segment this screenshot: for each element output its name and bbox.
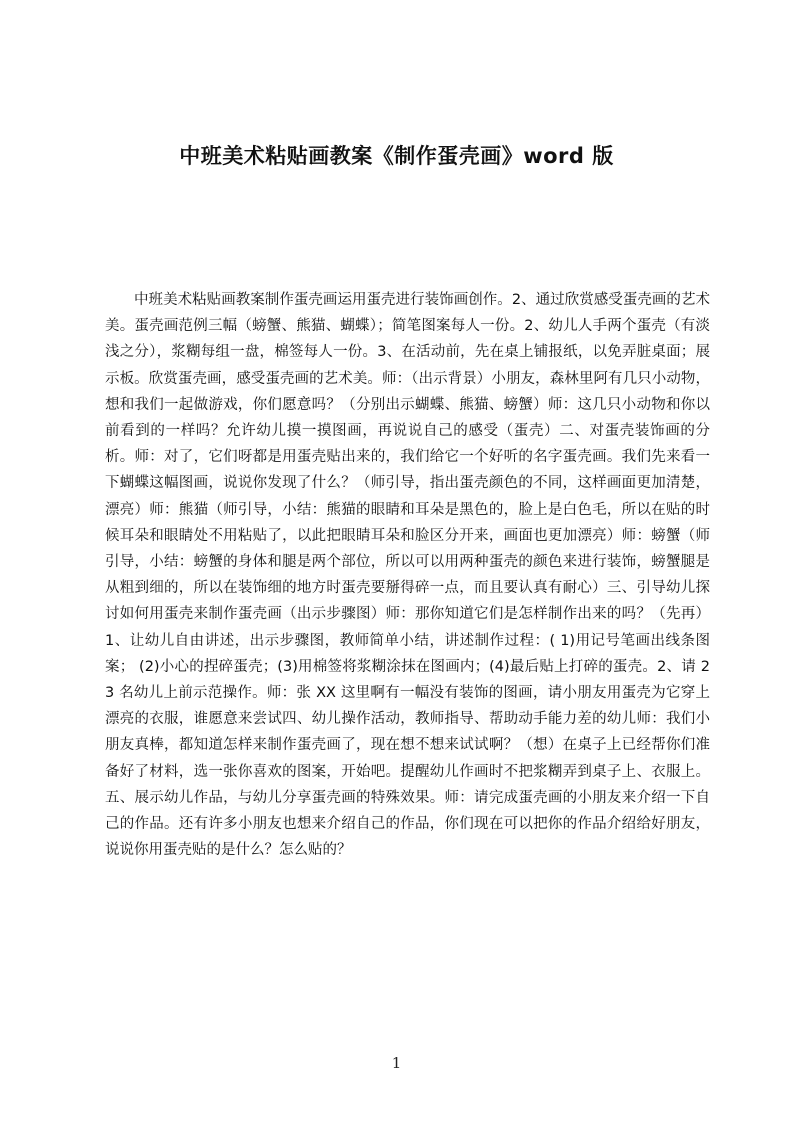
- page-number: 1: [391, 1054, 402, 1072]
- document-title: 中班美术粘贴画教案《制作蛋壳画》word 版: [179, 144, 614, 168]
- document-body-paragraph: 中班美术粘贴画教案制作蛋壳画运用蛋壳进行装饰画创作。2、通过欣赏感受蛋壳画的艺术美。蛋壳画范例三幅（螃蟹、熊猫、蝴蝶）；简笔图案每人一份。2、幼儿人手两个蛋壳（有淡浅之分），浆糊每组一盘，棉签每人一份。3、在活动前，先在桌上铺报纸，以免弄脏桌面；展示板。欣赏蛋壳画，感受蛋壳画的艺术美。师：（出示背景）小朋友，森林里阿有几只小动物，想和我们一起做游戏，你们愿意吗？（分别出示蝴蝶、熊猫、螃蟹）师：这几只小动物和你以前看到的一样吗？允许幼儿摸一摸图画，再说说自己的感受（蛋壳）二、对蛋壳装饰画的分析。师：对了，它们呀都是用蛋壳贴出来的，我们给它一个好听的名字蛋壳画。我们先来看一下蝴蝶这幅图画，说说你发现了什么？（师引导，指出蛋壳颜色的不同，这样画面更加清楚，漂亮）师：熊猫（师引导，小结：熊猫的眼睛和耳朵是黑色的，脸上是白色毛，所以在贴的时候耳朵和眼睛处不用粘贴了，以此把眼睛耳朵和脸区分开来，画面也更加漂亮）师：螃蟹（师引导，小结：螃蟹的身体和腿是两个部位，所以可以用两种蛋壳的颜色来进行装饰，螃蟹腿是从粗到细的，所以在装饰细的地方时蛋壳要掰得碎一点，而且要认真有耐心）三、引导幼儿探讨如何用蛋壳来制作蛋壳画（出示步骤图）师：那你知道它们是怎样制作出来的吗？（先再）1、让幼儿自由讲述，出示步骤图，教师简单小结，讲述制作过程：( 1)用记号笔画出线条图案； (2)小心的捏碎蛋壳；(3)用棉签将浆糊涂抹在图画内；(4)最后贴上打碎的蛋壳。2、请 23 名幼儿上前示范操作。师：张 XX 这里啊有一幅没有装饰的图画，请小朋友用蛋壳为它穿上漂亮的衣服，谁愿意来尝试四、幼儿操作活动，教师指导、帮助动手能力差的幼儿师：我们小朋友真棒，都知道怎样来制作蛋壳画了，现在想不想来试试啊？（想）在桌子上已经帮你们准备好了材料，选一张你喜欢的图案，开始吧。提醒幼儿作画时不把浆糊弄到桌子上、衣服上。五、展示幼儿作品，与幼儿分享蛋壳画的特殊效果。师：请完成蛋壳画的小朋友来介绍一下自己的作品。还有许多小朋友也想来介绍自己的作品，你们现在可以把你的作品介绍给好朋友，说说你用蛋壳贴的是什么？怎么贴的？: [105, 292, 710, 859]
